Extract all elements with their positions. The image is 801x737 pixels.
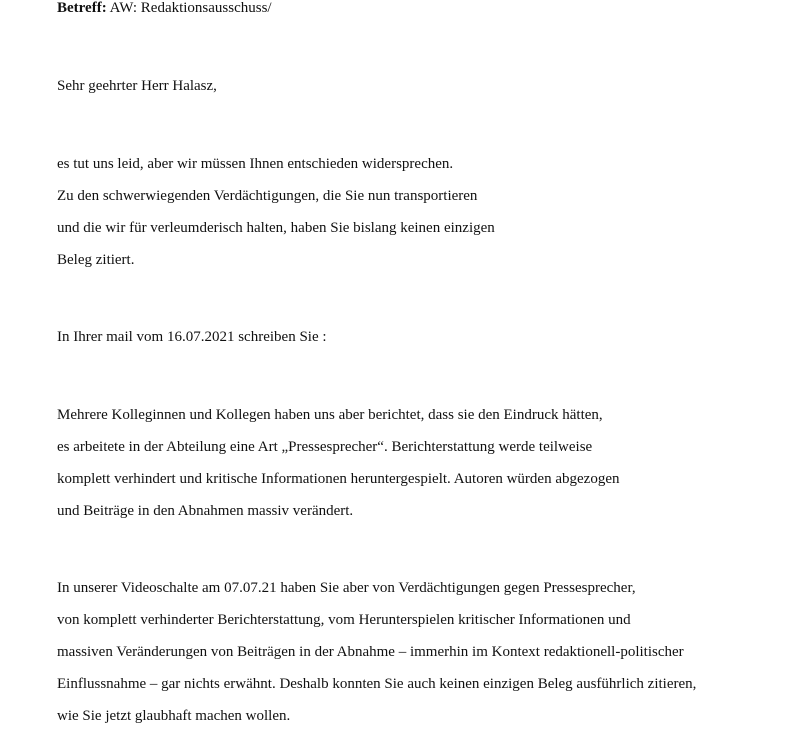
subject-line — [57, 0, 272, 17]
paragraph1-line-1: es tut uns leid, aber wir müssen Ihnen entschieden widersprechen. — [57, 156, 454, 172]
paragraph3-line-2: es arbeitete in der Abteilung eine Art „Pressesprecher“. Berichterstattung werde teilweise — [57, 439, 593, 455]
paragraph3-line-1: Mehrere Kolleginnen und Kollegen haben uns aber berichtet, dass sie den Eindruck hätten, — [57, 407, 603, 423]
paragraph1-line-4: Beleg zitiert. — [57, 252, 135, 268]
paragraph4-line-3: massiven Veränderungen von Beiträgen in der Abnahme – immerhin im Kontext redaktionell-politischer — [57, 644, 684, 660]
paragraph3-line-4: und Beiträge in den Abnahmen massiv verändert. — [57, 503, 354, 519]
subject-text: AW: Redaktionsausschuss/ — [109, 0, 272, 16]
paragraph4-line-4: Einflussnahme – gar nichts erwähnt. Deshalb konnten Sie auch keinen einzigen Beleg ausführlich zitieren, — [57, 676, 697, 692]
paragraph3-line-3: komplett verhindert und kritische Informationen heruntergespielt. Autoren würden abgezogen — [57, 471, 620, 487]
subject-label: Betreff: — [57, 0, 107, 16]
paragraph1-line-3: und die wir für verleumderisch halten, haben Sie bislang keinen einzigen — [57, 220, 495, 236]
paragraph4-line-1: In unserer Videoschalte am 07.07.21 haben Sie aber von Verdächtigungen gegen Pressesprecher, — [57, 580, 636, 596]
paragraph4-line-5: wie Sie jetzt glaubhaft machen wollen. — [57, 708, 291, 724]
paragraph2-line-1: In Ihrer mail vom 16.07.2021 schreiben Sie : — [57, 329, 327, 345]
paragraph1-line-2: Zu den schwerwiegenden Verdächtigungen, die Sie nun transportieren — [57, 188, 478, 204]
salutation: Sehr geehrter Herr Halasz, — [57, 78, 217, 94]
paragraph4-line-2: von komplett verhinderter Berichterstattung, vom Herunterspielen kritischer Informationen und — [57, 612, 631, 628]
